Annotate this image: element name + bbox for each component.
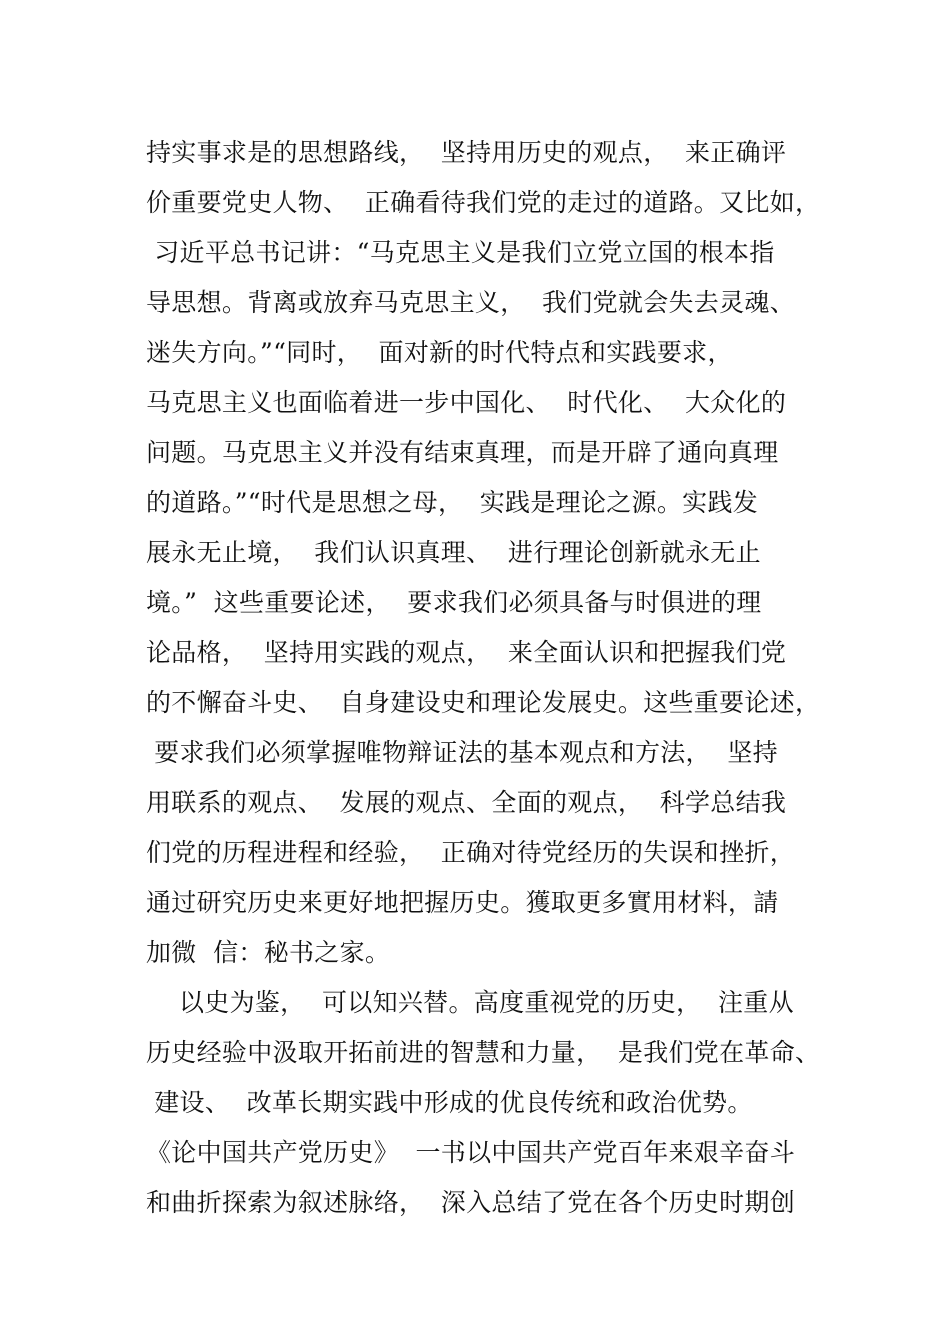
text-line: 要求我们必须掌握唯物辩证法的基本观点和方法， 坚持 <box>146 738 778 767</box>
text-line: 迷失方向。”“同时， 面对新的时代特点和实践要求， <box>146 338 733 367</box>
text-line: 加微 信：秘书之家。 <box>146 938 391 967</box>
text-line: 通过研究历史来更好地把握历史。獲取更多實用材料，請 <box>146 888 779 917</box>
paragraph-start-line: 以史为鉴， 可以知兴替。高度重视党的历史， 注重从 <box>146 988 794 1017</box>
text-line: 持实事求是的思想路线， 坚持用历史的观点， 来正确评 <box>146 138 787 167</box>
text-line: 论品格， 坚持用实践的观点， 来全面认识和把握我们党 <box>146 638 787 667</box>
text-line: 问题。马克思主义并没有结束真理，而是开辟了通向真理 <box>146 438 779 467</box>
text-line: 们党的历程进程和经验， 正确对待党经历的失误和挫折， <box>146 838 795 867</box>
text-line: 《论中国共产党历史》 一书以中国共产党百年来艰辛奋斗 <box>146 1138 795 1167</box>
text-line: 用联系的观点、 发展的观点、全面的观点， 科学总结我 <box>146 788 787 817</box>
text-line: 的不懈奋斗史、 自身建设史和理论发展史。这些重要论述， <box>146 688 821 717</box>
text-line: 建设、 改革长期实践中形成的优良传统和政治优势。 <box>146 1088 753 1117</box>
body-text <box>146 128 836 1228</box>
text-line: 和曲折探索为叙述脉络， 深入总结了党在各个历史时期创 <box>146 1188 795 1217</box>
text-line: 习近平总书记讲：“马克思主义是我们立党立国的根本指 <box>146 238 775 267</box>
text-line: 的道路。”“时代是思想之母， 实践是理论之源。实践发 <box>146 488 759 517</box>
text-line: 历史经验中汲取开拓前进的智慧和力量， 是我们党在革命、 <box>146 1038 821 1067</box>
text-line: 马克思主义也面临着进一步中国化、 时代化、 大众化的 <box>146 388 787 417</box>
text-line: 展永无止境， 我们认识真理、 进行理论创新就永无止 <box>146 538 761 567</box>
text-line: 导思想。背离或放弃马克思主义， 我们党就会失去灵魂、 <box>146 288 795 317</box>
text-line: 价重要党史人物、 正确看待我们党的走过的道路。又比如， <box>146 188 821 217</box>
text-line: 境。” 这些重要论述， 要求我们必须具备与时俱进的理 <box>146 588 762 617</box>
